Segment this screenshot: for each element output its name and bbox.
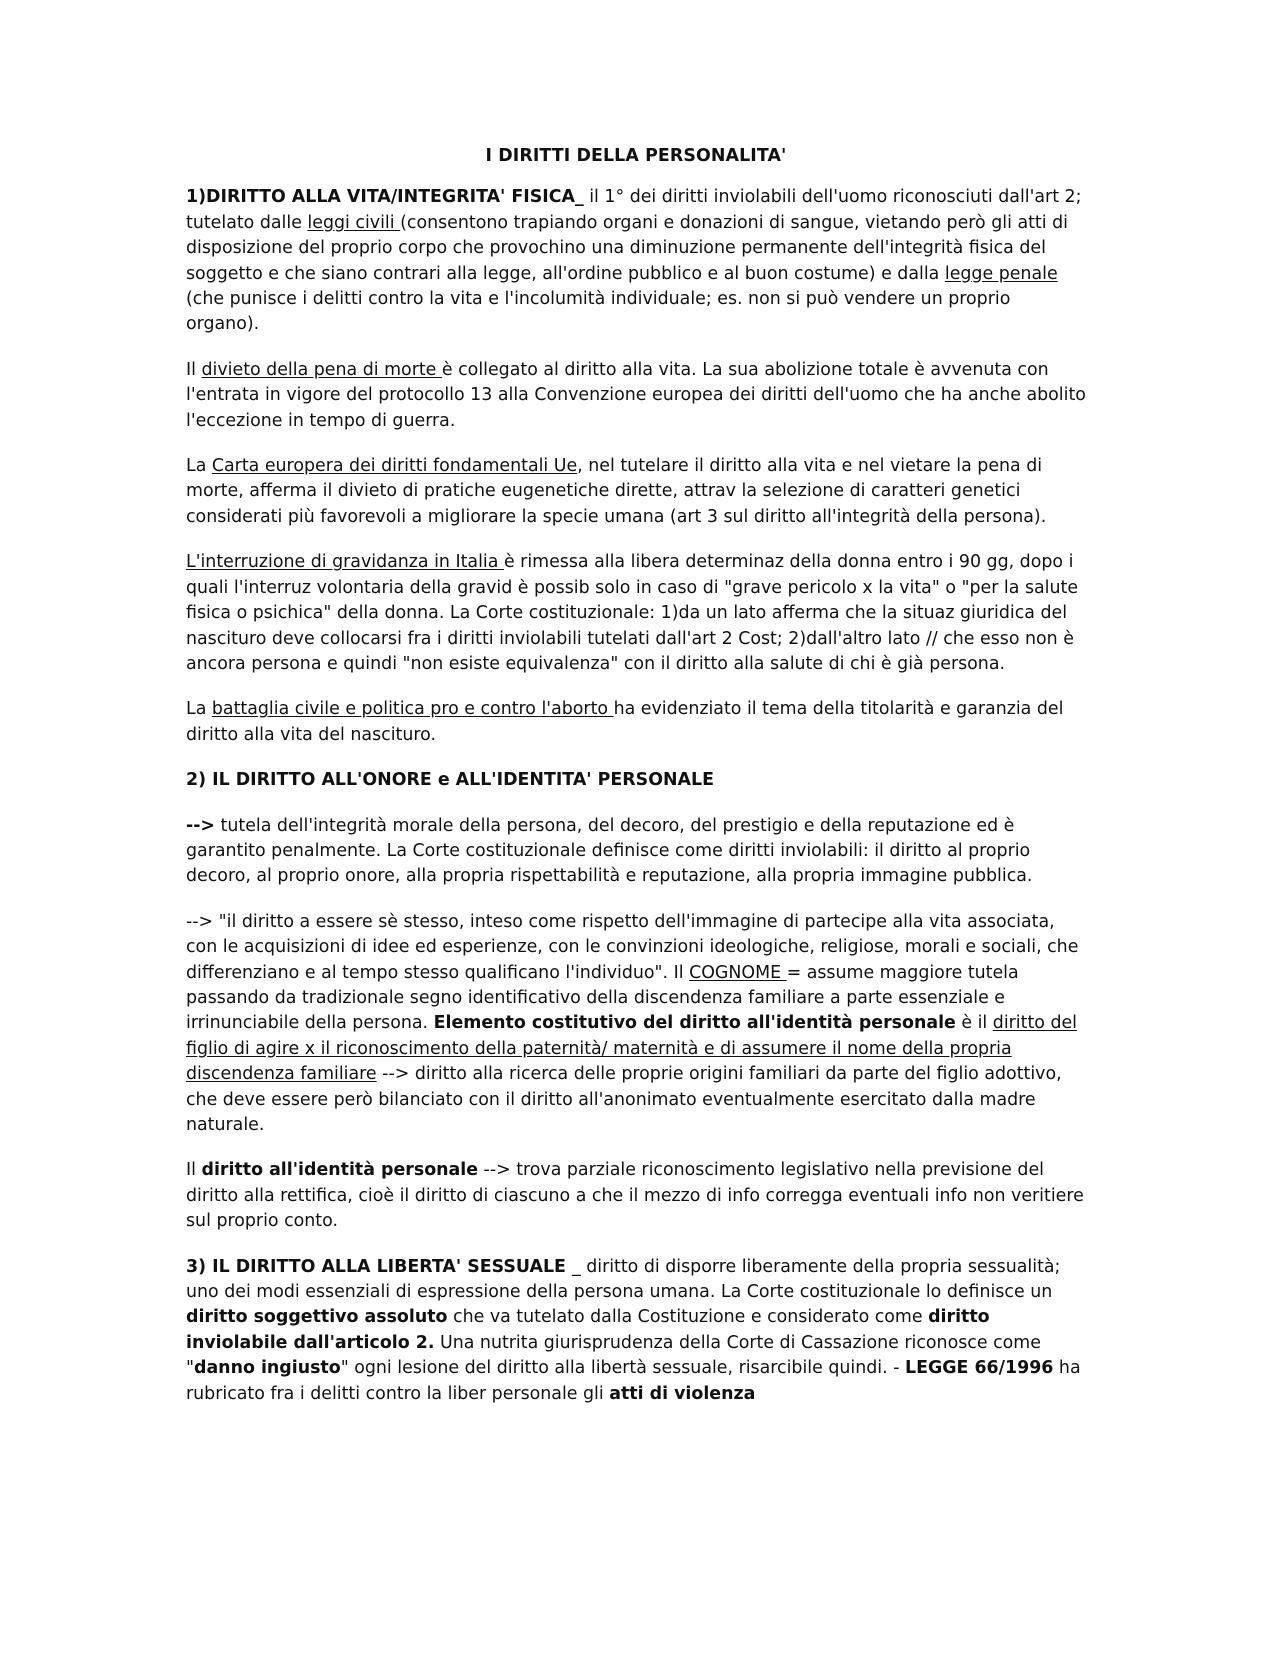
underlined-text: L'interruzione di gravidanza in Italia — [186, 552, 504, 573]
section-3-heading: 3) IL DIRITTO ALLA LIBERTA' SESSUALE — [186, 1256, 572, 1277]
text-span: ha evidenziato il tema della titolarità e garanzia del diritto alla vita del nascituro. — [186, 699, 1064, 745]
text-span: che va tutelato dalla Costituzione e considerato come — [447, 1307, 929, 1328]
section-1-heading: 1)DIRITTO ALLA VITA/INTEGRITA' FISICA_ — [186, 187, 584, 208]
underlined-text: COGNOME — [689, 962, 787, 983]
bold-text: atti di violenza — [609, 1383, 756, 1404]
text-span: è il — [955, 1013, 993, 1034]
text-span: --> diritto alla ricerca delle proprie origini familiari da parte del figlio adottivo, che deve essere però bilanciato con il diritto all'anonimato eventualmente esercitato dalla madre naturale. — [186, 1064, 1062, 1135]
section-1-paragraph — [186, 185, 1086, 337]
paragraph-death-penalty — [186, 358, 1086, 434]
text-span: Il — [186, 359, 202, 380]
underlined-text: battaglia civile e politica pro e contro l'aborto — [211, 699, 614, 720]
underlined-text: legge penale — [944, 263, 1058, 284]
text-span: è rimessa alla libera determinaz della donna entro i 90 gg, dopo i quali l'interruz volontaria della gravid è possib solo in caso di "grave pericolo x la vita" o "per la salute fisica o psichica" della donna. La Corte costituzionale: 1)da un lato afferma che la situaz giuridica del nascituro deve collocarsi fra i diritti inviolabili tutelati dall'art 2 Cost; 2)dall'altro lato // che esso non è ancora persona e quindi "non esiste equivalenza" con il diritto alla salute di chi è già persona. — [186, 552, 1079, 674]
bold-text: diritto inviolabile dall'articolo 2. — [186, 1307, 990, 1353]
paragraph-eu-charter — [186, 454, 1086, 530]
paragraph-rectification — [186, 1158, 1086, 1234]
text-span: --> trova parziale riconoscimento legislativo nella previsione del diritto alla rettifica, cioè il diritto di ciascuno a che il mezzo di info corregga eventuali info non veritiere sul proprio conto. — [186, 1160, 1084, 1232]
bold-text: LEGGE 66/1996 — [905, 1358, 1054, 1379]
document-page — [186, 144, 1086, 1427]
text-span: Il — [186, 1160, 202, 1181]
paragraph-identity — [186, 910, 1086, 1139]
bold-text: diritto soggettivo assoluto — [186, 1307, 448, 1328]
section-3-paragraph — [186, 1255, 1086, 1407]
underlined-text: Carta europera dei diritti fondamentali Ue — [211, 456, 578, 477]
section-2-heading: 2) IL DIRITTO ALL'ONORE e ALL'IDENTITA' PERSONALE — [186, 770, 714, 791]
text-span: = assume maggiore tutela passando da tradizionale segno identificativo della discendenza familiare a parte essenziale e irrinunciabile della persona. — [186, 962, 1019, 1034]
text-span: il 1° dei diritti inviolabili dell'uomo riconosciuti dall'art 2; tutelato dalle — [186, 187, 1082, 233]
text-span: (che punisce i delitti contro la vita e l'incolumità individuale; es. non si può vendere un proprio organo). — [186, 289, 1011, 335]
text-span: --> "il diritto a essere sè stesso, inteso come rispetto dell'immagine di partecipe alla vita associata, con le acquisizioni di idee ed esperienze, con le convinzioni ideologiche, religiose, morali e sociali, che differenziano e al tempo stesso qualificano l'individuo". Il — [186, 911, 1079, 983]
text-span: , nel tutelare il diritto alla vita e nel vietare la pena di morte, afferma il divieto di pratiche eugenetiche dirette, attrav la selezione di caratteri genetici considerati più favorevoli a migliorare la specie umana (art 3 sul diritto all'integrità della persona). — [186, 456, 1047, 527]
text-span: La — [186, 456, 212, 477]
text-span: ha rubricato fra i delitti contro la liber personale gli — [186, 1358, 1081, 1404]
arrow-text: --> — [186, 815, 216, 836]
bold-text: diritto all'identità personale — [201, 1160, 479, 1181]
underlined-text: leggi civili — [307, 212, 401, 233]
paragraph-abortion-debate — [186, 697, 1086, 748]
page-title: I DIRITTI DELLA PERSONALITA' — [485, 146, 787, 166]
paragraph-pregnancy — [186, 550, 1086, 677]
text-span: (consentono trapiando organi e donazioni di sangue, vietando però gli atti di disposizione del proprio corpo che provochino una diminuzione permanente dell'integrità fisica del soggetto e che siano contrari alla legge, all'ordine pubblico e al buon costume) e dalla — [186, 212, 1068, 284]
paragraph-honor — [186, 814, 1086, 890]
text-span: tutela dell'integrità morale della persona, del decoro, del prestigio e della reputazione ed è garantito penalmente. La Corte costituzionale definisce come diritti inviolabili: il diritto al proprio decoro, al proprio onore, alla propria rispettabilità e reputazione, alla propria immagine pubblica. — [186, 815, 1033, 887]
text-span: _ diritto di disporre liberamente della propria sessualità; uno dei modi essenziali di espressione della persona umana. La Corte costituzionale lo definisce un — [186, 1256, 1061, 1303]
text-span: " ogni lesione del diritto alla libertà sessuale, risarcibile quindi. - — [340, 1358, 905, 1379]
underlined-text: divieto della pena di morte — [201, 359, 442, 380]
text-span: La — [186, 699, 212, 720]
bold-text: danno ingiusto — [194, 1358, 341, 1379]
text-span: è collegato al diritto alla vita. La sua abolizione totale è avvenuta con l'entrata in vigore del protocollo 13 alla Convenzione europea dei diritti dell'uomo che ha anche abolito l'eccezione in tempo di guerra. — [186, 359, 1086, 431]
text-span: Una nutrita giurisprudenza della Corte di Cassazione riconosce come " — [186, 1332, 1041, 1379]
bold-text: Elemento costitutivo del diritto all'identità personale — [433, 1013, 956, 1034]
underlined-text: diritto del figlio di agire x il riconoscimento della paternità/ maternità e di assumere il nome della propria discendenza familiare — [186, 1013, 1078, 1085]
